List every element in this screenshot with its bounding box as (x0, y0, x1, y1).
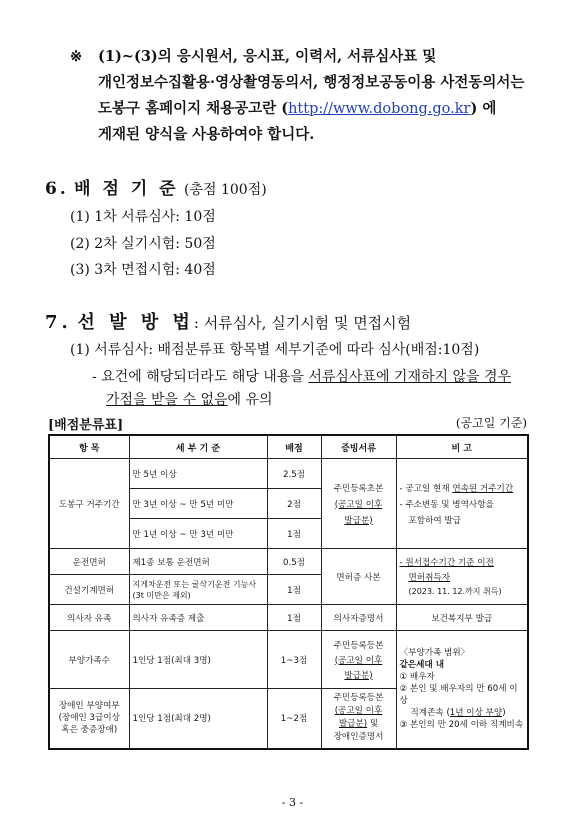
residence-remark-line-3: 포함하여 발급 (408, 515, 462, 526)
table-reference-date: (공고일 기준) (455, 416, 527, 430)
residence-score-1: 2.5점 (267, 459, 321, 489)
disabled-score: 1~2점 (267, 689, 321, 749)
dependents-label: 부양가족수 (49, 631, 129, 689)
dependents-remark-scope: 같은세대 내 (399, 660, 444, 671)
machine-score: 1점 (267, 575, 321, 605)
veteran-label: 의사자 유족 (49, 605, 129, 631)
license-label: 운전면허 (49, 549, 129, 575)
disabled-label (49, 689, 129, 749)
veteran-docs: 의사자증명서 (321, 605, 396, 631)
residence-remark (396, 459, 528, 549)
table-row (49, 549, 528, 575)
veteran-remark: 보건복지부 발급 (396, 605, 528, 631)
section7-number: 7. (45, 312, 72, 333)
caution-line-1 (92, 366, 511, 386)
page-number: - 3 - (281, 796, 304, 809)
residence-docs-line-3: 발급분) (344, 515, 373, 526)
notice-block (70, 44, 524, 148)
license-remark-line-3: (2023. 11. 12.까지 취득) (408, 587, 502, 596)
table-row (49, 459, 528, 489)
disabled-docs-line-2: (공고일 이후 (334, 706, 383, 717)
license-docs: 면허증 사본 (321, 549, 396, 605)
header-item: 항 목 (49, 435, 129, 459)
machine-criteria (129, 575, 267, 605)
dependents-score: 1~3점 (267, 631, 321, 689)
section7-subtitle: : 서류심사, 실기시험 및 면접시험 (193, 314, 412, 332)
veteran-score: 1점 (267, 605, 321, 631)
machine-label: 건설기계면허 (49, 575, 129, 605)
notice-line-3 (70, 96, 524, 122)
residence-remark-underlined: 연속된 거주기간 (452, 483, 514, 494)
table-row (49, 605, 528, 631)
caution-underlined-1: 서류심사표에 기재하지 않을 경우 (308, 369, 512, 385)
disabled-label-line-2: (장애인 3급이상 (58, 713, 120, 724)
residence-docs-line-1: 주민등록초본 (333, 483, 384, 494)
table-header-row (49, 435, 528, 459)
section7-heading (45, 308, 411, 334)
section6-title: 배 점 기 준 (74, 179, 179, 199)
residence-remark-line-1 (400, 482, 525, 494)
caution-underlined-2: 가점을 받을 수 없음 (106, 392, 228, 408)
dependents-docs-line-2: (공고일 이후 (334, 655, 383, 666)
dependents-docs-line-1: 주민등록등본 (333, 640, 384, 651)
veteran-criteria: 의사자 유족증 제출 (129, 605, 267, 631)
license-remark-line-1: - 원서접수기간 기준 이전 (399, 558, 494, 568)
dependents-criteria: 1인당 1점(최대 3명) (129, 631, 267, 689)
score-item-2: (2) 2차 실기시험: 50점 (70, 236, 216, 252)
notice-line-4: 게재된 양식을 사용하여야 합니다. (98, 126, 315, 143)
section7-title: 선 발 방 법 (77, 312, 194, 333)
header-remark: 비 고 (396, 435, 528, 459)
section6-heading (45, 174, 267, 199)
residence-docs-line-2: (공고일 이후 (334, 499, 383, 510)
residence-label: 도봉구 거주기간 (49, 459, 129, 549)
dependents-remark-item-2b-text: 직계존속 ( (410, 708, 450, 719)
disabled-docs-line-4: 장애인증명서 (333, 732, 384, 743)
caution-suffix: 에 유의 (227, 392, 273, 408)
notice-line-3-text: 도봉구 홈페이지 채용공고란 ( (98, 100, 289, 117)
disabled-docs-line-3-underlined: 발급분) (338, 719, 368, 730)
disabled-docs-line-1: 주민등록등본 (333, 693, 384, 704)
section6-number: 6. (45, 179, 69, 199)
residence-criteria-3: 만 1년 이상 ~ 만 3년 미만 (129, 519, 267, 549)
residence-remark-prefix: - 공고일 현재 (399, 483, 453, 494)
residence-remark-line-2: - 주소변동 및 병역사항을 (399, 499, 494, 510)
dependents-remark-item-2b (400, 707, 525, 719)
license-criteria: 제1종 보통 운전면허 (129, 549, 267, 575)
header-docs: 증빙서류 (321, 435, 396, 459)
dependents-remark (396, 631, 528, 749)
dependents-remark-item-2b-close: ) (502, 708, 506, 719)
notice-line-1: (1)~(3)의 응시원서, 응시표, 이력서, 서류심사표 및 (98, 48, 437, 65)
residence-score-3: 1점 (267, 519, 321, 549)
homepage-link[interactable]: http://www.dobong.go.kr (288, 101, 471, 117)
dependents-remark-item-2: ② 본인 및 배우자의 만 60세 이상 (399, 684, 518, 707)
residence-docs (321, 459, 396, 549)
machine-criteria-line-2: (3t 미만은 제외) (132, 590, 191, 600)
disabled-label-line-1: 장애인 부양여부 (58, 701, 120, 712)
dependents-docs (321, 631, 396, 689)
disabled-label-line-3: 혹은 중증장애) (61, 725, 118, 736)
residence-score-2: 2점 (267, 489, 321, 519)
table-row (49, 631, 528, 689)
score-table (48, 434, 529, 750)
disabled-docs-line-3 (325, 718, 393, 731)
dependents-docs-line-3: 발급분) (344, 670, 373, 681)
residence-criteria-1: 만 5년 이상 (129, 459, 267, 489)
notice-line-2: 개인정보수집활용·영상촬영동의서, 행정정보공동이용 사전동의서는 (98, 74, 525, 91)
score-item-1: (1) 1차 서류심사: 10점 (70, 209, 216, 225)
residence-criteria-2: 만 3년 이상 ~ 만 5년 미만 (129, 489, 267, 519)
selection-item-1: (1) 서류심사: 배점분류표 항목별 세부기준에 따라 심사(배점:10점) (70, 342, 480, 358)
license-remark (396, 549, 528, 605)
license-score: 0.5점 (267, 549, 321, 575)
section6-subtitle: (총점 100점) (184, 182, 267, 198)
reference-mark: ※ (70, 48, 83, 65)
dependents-remark-title: 〈부양가족 범위〉 (399, 648, 470, 659)
score-item-3: (3) 3차 면접시험: 40점 (70, 262, 216, 278)
disabled-docs (321, 689, 396, 749)
caution-line-2 (106, 389, 273, 409)
disabled-docs-line-3-tail: 및 (367, 719, 379, 730)
caution-prefix: - 요건에 해당되더라도 해당 내용을 (92, 369, 309, 385)
machine-criteria-line-1: 지게차운전 또는 굴삭기운전 기능사 (132, 579, 257, 589)
table-caption: [배점분류표] (48, 418, 124, 433)
license-remark-line-2: 면허취득자 (408, 573, 451, 583)
dependents-remark-item-1: ① 배우자 (399, 672, 435, 683)
dependents-remark-item-2b-underlined: 1년 이상 부양 (449, 708, 503, 719)
header-criteria: 세 부 기 준 (129, 435, 267, 459)
notice-line-3-tail: ) 에 (470, 100, 497, 117)
dependents-remark-item-3: ③ 본인의 만 20세 이하 직계비속 (399, 720, 524, 731)
disabled-criteria: 1인당 1점(최대 2명) (129, 689, 267, 749)
header-score: 배점 (267, 435, 321, 459)
